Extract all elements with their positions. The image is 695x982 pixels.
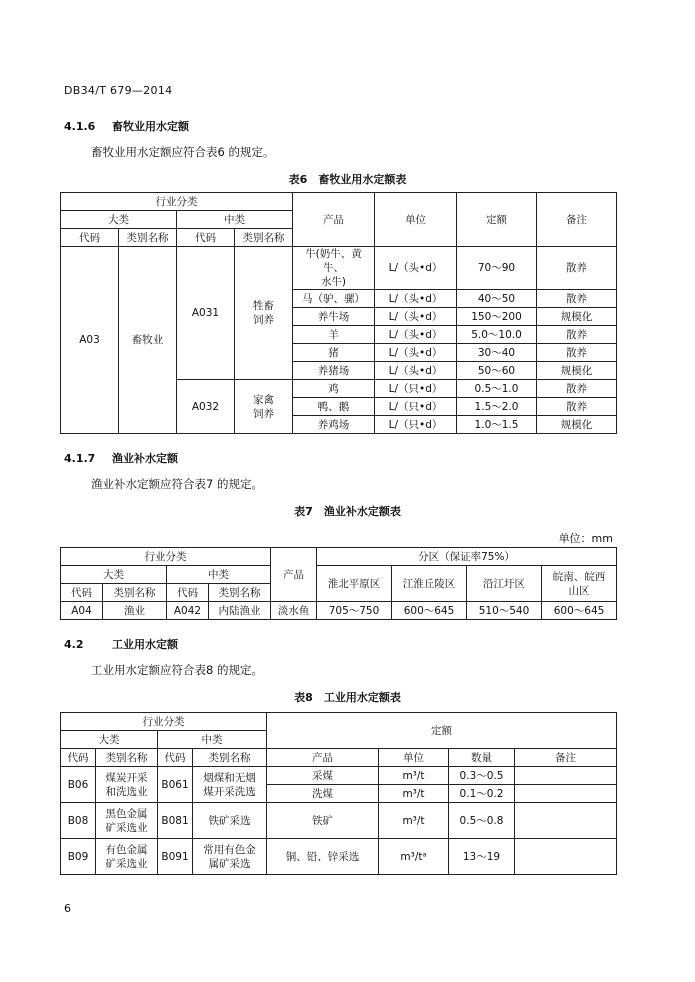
middle-code-cell: A042 xyxy=(167,602,209,620)
major-code-cell: B09 xyxy=(61,839,96,875)
standard-header: DB34/T 679—2014 xyxy=(64,84,173,97)
unit-cell: L/（头•d） xyxy=(375,247,457,290)
unit-cell: L/（头•d） xyxy=(375,344,457,362)
unit-cell: L/（头•d） xyxy=(375,290,457,308)
product-cell: 养鸡场 xyxy=(293,416,375,434)
header-middle-class: 中类 xyxy=(167,566,271,584)
header-industry-category: 行业分类 xyxy=(61,193,293,211)
quota-cell: 50～60 xyxy=(457,362,537,380)
header-industry-category: 行业分类 xyxy=(61,713,267,731)
middle-code-cell: B091 xyxy=(158,839,193,875)
product-cell: 淡水鱼 xyxy=(271,602,317,620)
table-6 xyxy=(60,192,617,434)
major-code-cell: A03 xyxy=(61,247,119,434)
zone-value-cell: 600～645 xyxy=(542,602,617,620)
section-title: 工业用水定额 xyxy=(112,638,178,651)
header-product: 产品 xyxy=(267,749,379,767)
unit-cell: L/（头•d） xyxy=(375,308,457,326)
middle-name-cell: 内陆渔业 xyxy=(209,602,271,620)
header-quantity: 数量 xyxy=(449,749,515,767)
note-cell: 散养 xyxy=(537,326,617,344)
header-zone: 分区（保证率75%） xyxy=(317,548,617,566)
header-category-name: 类别名称 xyxy=(235,229,293,247)
major-name-cell: 煤炭开采 和洗选业 xyxy=(96,767,158,803)
header-code: 代码 xyxy=(158,749,193,767)
note-cell: 散养 xyxy=(537,290,617,308)
product-cell: 羊 xyxy=(293,326,375,344)
header-note: 备注 xyxy=(537,193,617,247)
header-product: 产品 xyxy=(271,548,317,602)
unit-cell: L/（头•d） xyxy=(375,326,457,344)
note-cell: 散养 xyxy=(537,247,617,290)
table-7 xyxy=(60,547,617,620)
header-category-name: 类别名称 xyxy=(119,229,177,247)
header-quota: 定额 xyxy=(267,713,617,749)
zone-value-cell: 600～645 xyxy=(392,602,467,620)
product-cell: 采煤 xyxy=(267,767,379,785)
note-cell xyxy=(515,839,617,875)
middle-name-cell: 常用有色金 属矿采选 xyxy=(193,839,267,875)
unit-cell: m³/tᵃ xyxy=(379,839,449,875)
major-name-cell: 渔业 xyxy=(103,602,167,620)
quota-cell: 1.0～1.5 xyxy=(457,416,537,434)
header-code: 代码 xyxy=(61,749,96,767)
middle-code-cell: B081 xyxy=(158,803,193,839)
header-major-class: 大类 xyxy=(61,731,158,749)
note-cell: 规模化 xyxy=(537,308,617,326)
middle-code-cell: A031 xyxy=(177,247,235,380)
section-number: 4.1.7 xyxy=(64,452,96,465)
unit-cell: L/（只•d） xyxy=(375,416,457,434)
note-cell xyxy=(515,803,617,839)
table-8-caption: 表8 工业用水定额表 xyxy=(294,691,401,704)
section-title: 畜牧业用水定额 xyxy=(112,120,189,133)
section-title: 渔业补水定额 xyxy=(112,452,178,465)
major-code-cell: B06 xyxy=(61,767,96,803)
quantity-cell: 0.1～0.2 xyxy=(449,785,515,803)
note-cell: 规模化 xyxy=(537,416,617,434)
header-code: 代码 xyxy=(177,229,235,247)
section-heading-4-1-6 xyxy=(64,118,189,134)
middle-name-cell: 铁矿采选 xyxy=(193,803,267,839)
section-paragraph: 工业用水定额应符合表8 的规定。 xyxy=(91,663,263,677)
section-number: 4.2 xyxy=(64,638,84,651)
zone-header: 皖南、皖西 山区 xyxy=(542,566,617,602)
table-6-caption: 表6 畜牧业用水定额表 xyxy=(288,173,407,186)
middle-code-cell: A032 xyxy=(177,380,235,434)
product-cell: 鸡 xyxy=(293,380,375,398)
major-code-cell: A04 xyxy=(61,602,103,620)
header-major-class: 大类 xyxy=(61,211,177,229)
major-code-cell: B08 xyxy=(61,803,96,839)
note-cell: 散养 xyxy=(537,380,617,398)
major-name-cell: 黑色金属 矿采选业 xyxy=(96,803,158,839)
section-paragraph: 渔业补水定额应符合表7 的规定。 xyxy=(91,477,263,491)
unit-cell: L/（头•d） xyxy=(375,362,457,380)
header-unit: 单位 xyxy=(375,193,457,247)
product-cell: 牛(奶牛、黄牛、 水牛) xyxy=(293,247,375,290)
middle-code-cell: B061 xyxy=(158,767,193,803)
header-code: 代码 xyxy=(167,584,209,602)
unit-cell: L/（只•d） xyxy=(375,398,457,416)
section-heading-4-1-7 xyxy=(64,450,178,466)
section-number: 4.1.6 xyxy=(64,120,96,133)
header-industry-category: 行业分类 xyxy=(61,548,271,566)
zone-header: 淮北平原区 xyxy=(317,566,392,602)
table-7-caption: 表7 渔业补水定额表 xyxy=(294,505,401,518)
header-category-name: 类别名称 xyxy=(209,584,271,602)
product-cell: 猪 xyxy=(293,344,375,362)
middle-name-cell: 家禽 饲养 xyxy=(235,380,293,434)
product-cell: 铁矿 xyxy=(267,803,379,839)
product-cell: 马（驴、骡） xyxy=(293,290,375,308)
middle-name-cell: 烟煤和无烟 煤开采洗选 xyxy=(193,767,267,803)
header-code: 代码 xyxy=(61,229,119,247)
middle-name-cell: 牲畜 饲养 xyxy=(235,247,293,380)
note-cell xyxy=(515,785,617,803)
unit-cell: m³/t xyxy=(379,803,449,839)
unit-cell: m³/t xyxy=(379,767,449,785)
quota-cell: 30～40 xyxy=(457,344,537,362)
header-product: 产品 xyxy=(293,193,375,247)
note-cell: 散养 xyxy=(537,398,617,416)
header-unit: 单位 xyxy=(379,749,449,767)
quota-cell: 40～50 xyxy=(457,290,537,308)
header-major-class: 大类 xyxy=(61,566,167,584)
product-cell: 养牛场 xyxy=(293,308,375,326)
major-name-cell: 有色金属 矿采选业 xyxy=(96,839,158,875)
note-cell: 规模化 xyxy=(537,362,617,380)
quota-cell: 150～200 xyxy=(457,308,537,326)
header-category-name: 类别名称 xyxy=(193,749,267,767)
zone-header: 江淮丘陵区 xyxy=(392,566,467,602)
unit-cell: m³/t xyxy=(379,785,449,803)
quota-cell: 70～90 xyxy=(457,247,537,290)
zone-value-cell: 705～750 xyxy=(317,602,392,620)
quota-cell: 1.5～2.0 xyxy=(457,398,537,416)
unit-cell: L/（只•d） xyxy=(375,380,457,398)
note-cell: 散养 xyxy=(537,344,617,362)
product-cell: 鸭、鹅 xyxy=(293,398,375,416)
header-quota: 定额 xyxy=(457,193,537,247)
header-middle-class: 中类 xyxy=(177,211,293,229)
table-7-unit-note: 单位：mm xyxy=(558,532,613,545)
header-category-name: 类别名称 xyxy=(96,749,158,767)
zone-header: 沿江圩区 xyxy=(467,566,542,602)
section-heading-4-2 xyxy=(64,636,178,652)
section-paragraph: 畜牧业用水定额应符合表6 的规定。 xyxy=(91,145,275,159)
product-cell: 洗煤 xyxy=(267,785,379,803)
quantity-cell: 13～19 xyxy=(449,839,515,875)
header-category-name: 类别名称 xyxy=(103,584,167,602)
page-number: 6 xyxy=(64,902,71,915)
zone-value-cell: 510～540 xyxy=(467,602,542,620)
quantity-cell: 0.3～0.5 xyxy=(449,767,515,785)
header-note: 备注 xyxy=(515,749,617,767)
table-8 xyxy=(60,712,617,875)
quantity-cell: 0.5～0.8 xyxy=(449,803,515,839)
header-middle-class: 中类 xyxy=(158,731,267,749)
major-name-cell: 畜牧业 xyxy=(119,247,177,434)
header-code: 代码 xyxy=(61,584,103,602)
product-cell: 养猪场 xyxy=(293,362,375,380)
note-cell xyxy=(515,767,617,785)
quota-cell: 0.5～1.0 xyxy=(457,380,537,398)
quota-cell: 5.0～10.0 xyxy=(457,326,537,344)
product-cell: 铜、铅、锌采选 xyxy=(267,839,379,875)
